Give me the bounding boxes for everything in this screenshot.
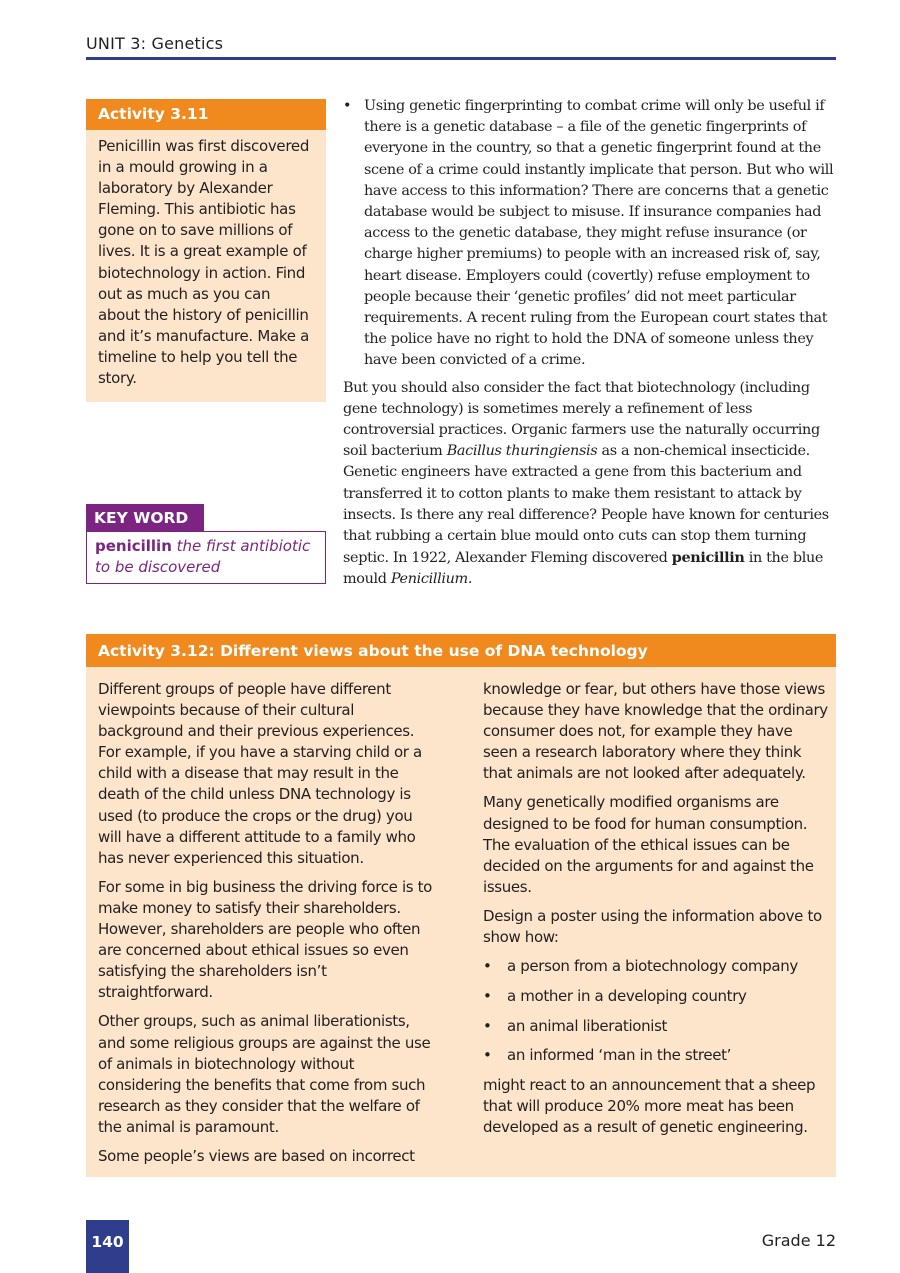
main-text-column [343, 96, 837, 591]
unit-title: : Genetics [140, 34, 224, 53]
activity-paragraph: Design a poster using the information above to show how: [483, 906, 822, 947]
main-paragraph-part-2: as a non-chemical insecticide. Genetic engineers have extracted a gene from this bacterium and transferred it to cotton plants to make them resistant to attack by insects. Is there any real difference? People have known for centuries that rubbing a certain blue mould onto cuts can stop them turning septic. In 1922, Alexander Fleming discovered [343, 443, 829, 567]
key-word-box [86, 531, 326, 584]
genus-name-penicillium: Penicillium [390, 571, 468, 588]
bullet-icon: • [483, 986, 492, 1005]
bullet-icon: • [483, 1016, 492, 1035]
key-word-term: penicillin [95, 537, 172, 555]
activity-paragraph: Other groups, such as animal liberationists, and some religious groups are against the use of animals in biotechnology without considering the benefits that come from such research as they consider that the welfare of the animal is paramount. [98, 1012, 431, 1136]
grade-label: Grade 12 [761, 1231, 836, 1250]
main-bullet-item [343, 96, 837, 372]
running-header [86, 34, 836, 53]
list-item-text: a mother in a developing country [507, 986, 747, 1005]
activity-paragraph: Different groups of people have different viewpoints because of their cultural background and their previous experiences. For example, if you have a starving child or a child with a disease that may result in the death of the child unless DNA technology is used (to produce the crops or the drug) you will have a different attitude to a family who has never experienced this situation. [98, 680, 422, 867]
activity-3-12-body [86, 667, 836, 1177]
bullet-icon: • [483, 1046, 492, 1065]
activity-3-11-box [86, 99, 326, 402]
unit-label: UNIT 3 [86, 34, 141, 53]
header-rule [86, 57, 836, 60]
activity-3-11-title: Activity 3.11 [86, 99, 326, 130]
activity-3-12-left-column [98, 679, 438, 1175]
species-name-bacillus: Bacillus thuringiensis [446, 443, 598, 460]
activity-paragraph: Many genetically modified organisms are designed to be food for human consumption. The evaluation of the ethical issues can be decided on the arguments for and against the issues. [483, 793, 814, 896]
bullet-icon: • [483, 957, 492, 976]
list-item-text: an animal liberationist [507, 1016, 668, 1035]
main-paragraph-end: . [467, 571, 473, 588]
main-paragraph-part-3: in the blue mould [343, 550, 824, 588]
activity-closing-paragraph: might react to an announcement that a sheep that will produce 20% more meat has been developed as a result of genetic engineering. [483, 1075, 816, 1137]
list-item-text: an informed ‘man in the street’ [507, 1046, 732, 1065]
page-number: 140 [86, 1220, 129, 1273]
main-paragraph [343, 378, 837, 591]
list-item-text: a person from a biotechnology company [507, 957, 798, 976]
list-item [483, 1045, 828, 1066]
key-word-label: KEY WORD [86, 504, 204, 531]
main-bullet-text: Using genetic fingerprinting to combat crime will only be useful if there is a genetic database – a file of the genetic fingerprints of everyone in the country, so that a genetic fingerprint found at the scene of a crime could instantly implicate that person. But who will have access to this information? There are concerns that a genetic database would be subject to misuse. If insurance companies had access to the genetic database, they might refuse insurance (or charge higher premiums) to people with an increased risk of, say, heart disease. Employers could (covertly) refuse employment to people because their ‘genetic profiles’ did not meet particular requirements. A recent ruling from the European court states that the police have no right to hold the DNA of someone unless they have been convicted of a crime. [364, 98, 834, 369]
poster-audience-list [483, 956, 828, 1066]
activity-paragraph: For some in big business the driving force is to make money to satisfy their shareholders. However, shareholders are people who often are concerned about ethical issues so even satisfying the shareholders isn’t straightforward. [98, 877, 433, 1002]
activity-paragraph: knowledge or fear, but others have those views because they have knowledge that the ordinary consumer does not, for example they have seen a research laboratory where they think that animals are not looked after adequately. [483, 680, 828, 783]
keyword-penicillin: penicillin [671, 549, 745, 567]
activity-3-12-title: Activity 3.12: Different views about the use of DNA technology [86, 634, 836, 667]
activity-3-12-right-column [483, 679, 828, 1146]
list-item [483, 956, 828, 977]
key-word-definition: the first antibiotic to be discovered [95, 537, 311, 576]
activity-paragraph: Some people’s views are based on incorrect [98, 1146, 415, 1165]
main-paragraph-part-1: But you should also consider the fact that biotechnology (including gene technology) is sometimes merely a refinement of less controversial practices. Organic farmers use the naturally occurring soil bacterium [343, 379, 820, 460]
activity-3-11-body: Penicillin was first discovered in a mould growing in a laboratory by Alexander Fleming. This antibiotic has gone on to save millions of lives. It is a great example of biotechnology in action. Find out as much as you can about the history of penicillin and it’s manufacture. Make a timeline to help you tell the story. [98, 137, 310, 388]
list-item [483, 1016, 828, 1037]
list-item [483, 986, 828, 1007]
bullet-icon: • [343, 98, 352, 114]
